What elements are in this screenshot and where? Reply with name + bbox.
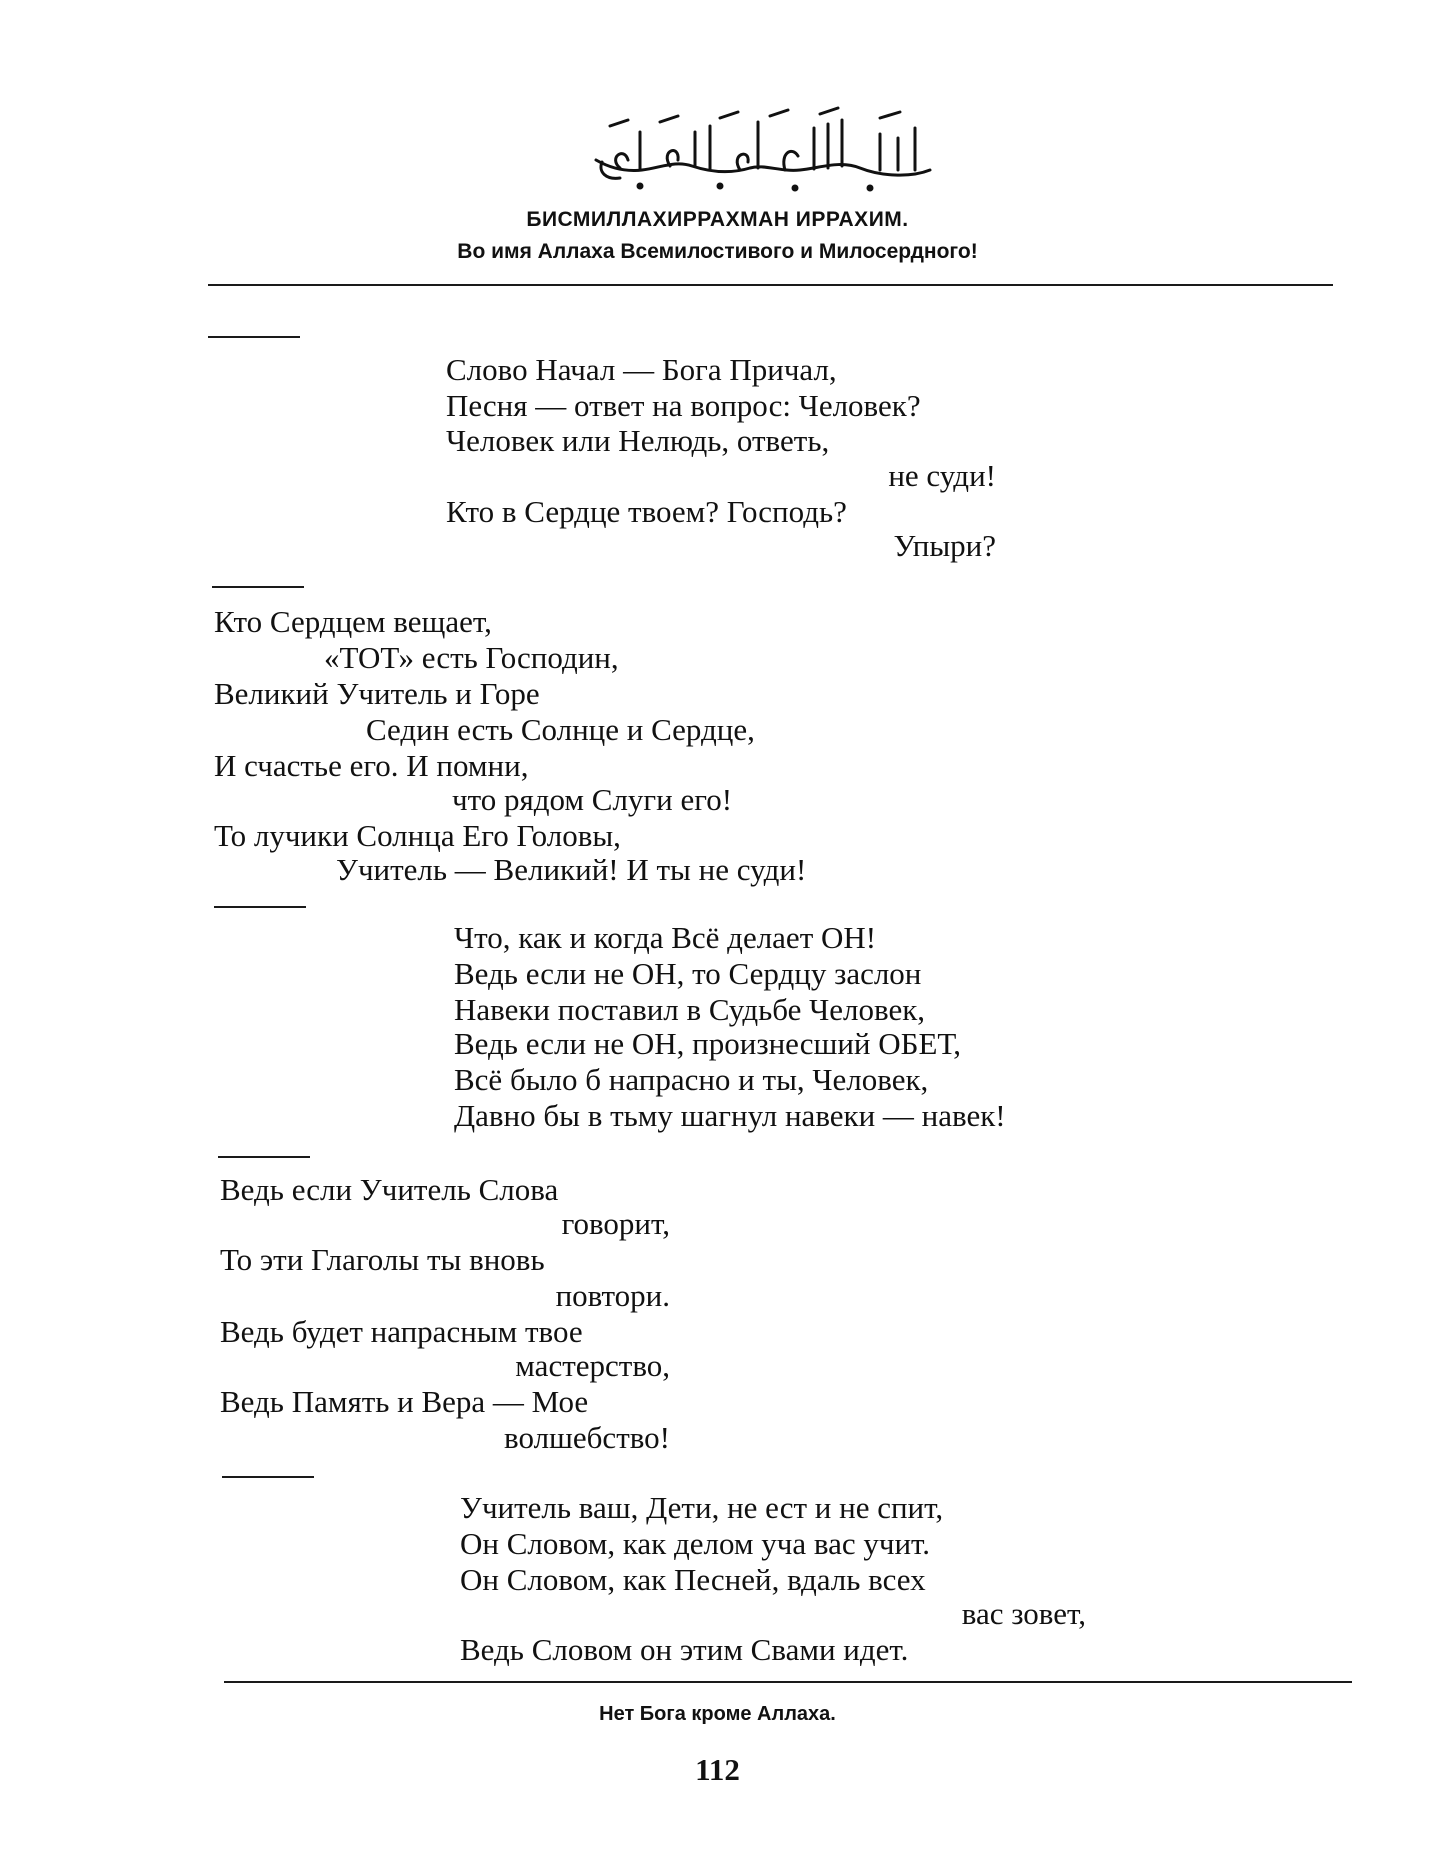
- verse-line: Ведь если Учитель Слова: [220, 1172, 559, 1207]
- verse-line: Ведь Словом он этим Свами идет.: [460, 1632, 909, 1667]
- verse-line: Учитель — Великий! И ты не суди!: [336, 852, 807, 887]
- verse-line: Он Словом, как Песней, вдаль всех: [460, 1562, 926, 1597]
- verse-line: Всё было б напрасно и ты, Человек,: [454, 1062, 929, 1097]
- page-number: 112: [695, 1752, 740, 1787]
- header-divider: [208, 284, 1333, 286]
- stanza-separator: [218, 1156, 310, 1158]
- verse-line: То лучики Солнца Его Головы,: [214, 818, 621, 853]
- verse-line: Ведь Память и Вера — Мое: [220, 1384, 589, 1419]
- verse-line: Слово Начал — Бога Причал,: [446, 352, 837, 387]
- verse-line: Песня — ответ на вопрос: Человек?: [446, 388, 921, 423]
- verse-line: Кто в Сердце твоем? Господь?: [446, 494, 847, 529]
- verse-line: что рядом Слуги его!: [452, 782, 733, 817]
- footer-divider: [224, 1681, 1352, 1683]
- verse-line: Великий Учитель и Горе: [214, 676, 540, 711]
- stanza-separator: [214, 906, 306, 908]
- verse-line: мастерство,: [515, 1348, 670, 1383]
- verse-line: волшебство!: [504, 1420, 670, 1455]
- verse-line: не суди!: [888, 458, 996, 493]
- verse-line: повтори.: [555, 1278, 670, 1313]
- verse-line: говорит,: [561, 1206, 670, 1241]
- verse-line: Учитель ваш, Дети, не ест и не спит,: [460, 1490, 944, 1525]
- basmala-calligraphy-icon: [580, 98, 940, 198]
- header-title: БИСМИЛЛАХИРРАХМАН ИРРАХИМ.: [526, 208, 909, 231]
- verse-line: вас зовет,: [961, 1596, 1086, 1631]
- stanza-separator: [212, 586, 304, 588]
- verse-line: Давно бы в тьму шагнул навеки — навек!: [454, 1098, 1006, 1133]
- stanza-separator: [222, 1476, 314, 1478]
- footer-text: Нет Бога кроме Аллаха.: [599, 1703, 836, 1725]
- verse-line: Ведь если не ОН, произнесший ОБЕТ,: [454, 1026, 961, 1061]
- verse-line: Навеки поставил в Судьбе Человек,: [454, 992, 926, 1027]
- verse-line: Ведь будет напрасным твое: [220, 1314, 583, 1349]
- stanza-separator: [208, 336, 300, 338]
- verse-line: Человек или Нелюдь, ответь,: [446, 423, 830, 458]
- verse-line: И счастье его. И помни,: [214, 748, 529, 783]
- verse-line: Что, как и когда Всё делает ОН!: [454, 920, 877, 955]
- verse-line: Упыри?: [893, 528, 996, 563]
- verse-line: «ТОТ» есть Господин,: [324, 640, 619, 675]
- header-subtitle: Во имя Аллаха Всемилостивого и Милосердного!: [457, 240, 978, 263]
- verse-line: Кто Сердцем вещает,: [214, 604, 492, 639]
- verse-line: Седин есть Солнце и Сердце,: [366, 712, 755, 747]
- verse-line: То эти Глаголы ты вновь: [220, 1242, 545, 1277]
- verse-line: Он Словом, как делом уча вас учит.: [460, 1526, 931, 1561]
- verse-line: Ведь если не ОН, то Сердцу заслон: [454, 956, 922, 991]
